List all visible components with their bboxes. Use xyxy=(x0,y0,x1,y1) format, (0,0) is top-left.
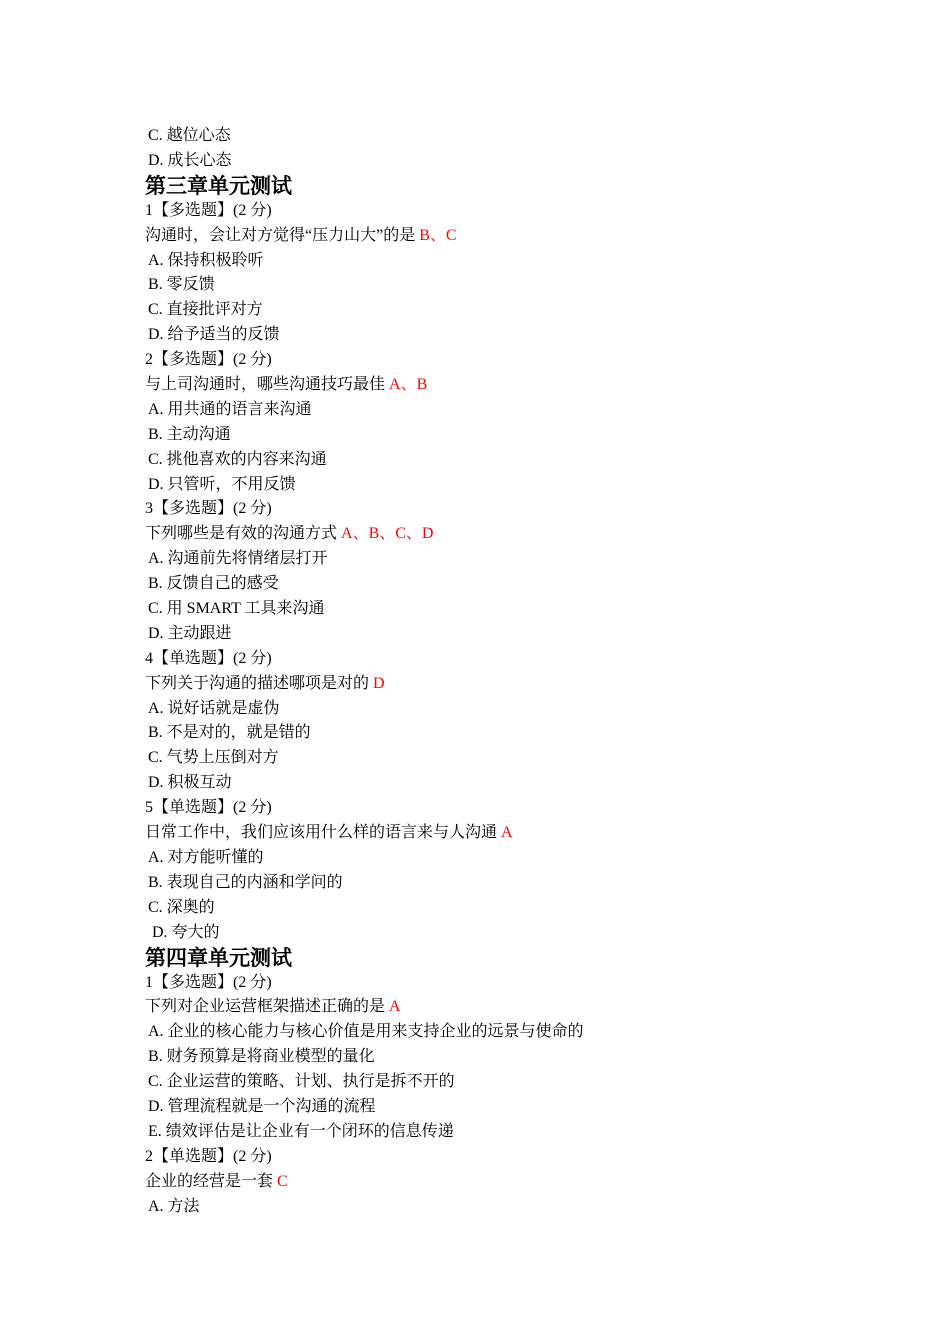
option-item: C. 越位心态 xyxy=(148,127,231,144)
stem-text: 日常工作中，我们应该用什么样的语言来与人沟通 xyxy=(145,824,502,842)
option-item: C. 企业运营的策略、计划、执行是拆不开的 xyxy=(148,1073,455,1091)
question-stem xyxy=(145,373,845,398)
option-item: B. 不是对的，就是错的 xyxy=(148,724,311,742)
option-item: B. 表现自己的内涵和学问的 xyxy=(148,873,343,891)
option-item: E. 绩效评估是让企业有一个闭环的信息传递 xyxy=(148,1122,454,1140)
option-item: A. 对方能听懂的 xyxy=(148,848,264,866)
option-item: D. 给予适当的反馈 xyxy=(148,326,280,344)
stem-text: 下列关于沟通的描述哪项是对的 xyxy=(145,674,374,692)
option-item: D. 积极互动 xyxy=(148,774,232,792)
stem-text: 下列哪些是有效的沟通方式 xyxy=(145,525,342,543)
answer-key: A xyxy=(389,998,401,1016)
option-item: C. 气势上压倒对方 xyxy=(148,749,279,767)
question-stem xyxy=(145,995,845,1020)
option-item: D. 主动跟进 xyxy=(148,624,232,642)
option-item: A. 用共通的语言来沟通 xyxy=(148,400,312,418)
answer-key: B、C xyxy=(419,226,457,244)
question-header: 5【单选题】(2 分) xyxy=(145,799,272,817)
option-item: A. 说好话就是虚伪 xyxy=(148,699,280,717)
answer-key: D xyxy=(373,674,385,692)
option-item: D. 成长心态 xyxy=(148,151,232,169)
option-item: C. 挑他喜欢的内容来沟通 xyxy=(148,450,327,468)
question-stem xyxy=(145,522,845,547)
stem-text: 与上司沟通时，哪些沟通技巧最佳 xyxy=(145,376,390,394)
answer-key: A、B、C、D xyxy=(341,525,434,543)
option-item: B. 财务预算是将商业模型的量化 xyxy=(148,1048,375,1066)
option-item: A. 企业的核心能力与核心价值是用来支持企业的远景与使命的 xyxy=(148,1023,584,1041)
option-item: A. 方法 xyxy=(148,1197,200,1215)
answer-key: C xyxy=(277,1172,288,1190)
question-stem xyxy=(145,1170,845,1195)
option-item: A. 沟通前先将情绪层打开 xyxy=(148,550,328,568)
question-stem xyxy=(145,821,845,846)
stem-text: 企业的经营是一套 xyxy=(145,1172,278,1190)
document-page xyxy=(145,124,845,1219)
option-item: A. 保持积极聆听 xyxy=(148,251,264,269)
option-item: D. 只管听，不用反馈 xyxy=(148,475,296,493)
question-stem xyxy=(145,672,845,697)
option-item: C. 用 SMART 工具来沟通 xyxy=(148,600,325,618)
option-item: C. 直接批评对方 xyxy=(148,301,263,319)
answer-key: A、B xyxy=(389,376,428,394)
stem-text: 沟通时，会让对方觉得“压力山大”的是 xyxy=(145,226,420,244)
option-item: B. 反馈自己的感受 xyxy=(148,575,279,593)
option-item: D. 夸大的 xyxy=(152,923,220,941)
answer-key: A xyxy=(501,824,513,842)
option-item: D. 管理流程就是一个沟通的流程 xyxy=(148,1097,376,1115)
question-header: 2【单选题】(2 分) xyxy=(145,1147,272,1165)
chapter-title: 第三章单元测试 xyxy=(145,173,292,198)
question-header: 2【多选题】(2 分) xyxy=(145,351,272,369)
question-stem xyxy=(145,224,845,249)
option-item: B. 零反馈 xyxy=(148,276,215,294)
question-header: 4【单选题】(2 分) xyxy=(145,649,272,667)
stem-text: 下列对企业运营框架描述正确的是 xyxy=(145,998,390,1016)
question-header: 1【多选题】(2 分) xyxy=(145,201,272,219)
option-item: C. 深奥的 xyxy=(148,898,215,916)
question-header: 1【多选题】(2 分) xyxy=(145,973,272,991)
option-item: B. 主动沟通 xyxy=(148,425,231,443)
question-header: 3【多选题】(2 分) xyxy=(145,500,272,518)
chapter-title: 第四章单元测试 xyxy=(145,945,292,970)
